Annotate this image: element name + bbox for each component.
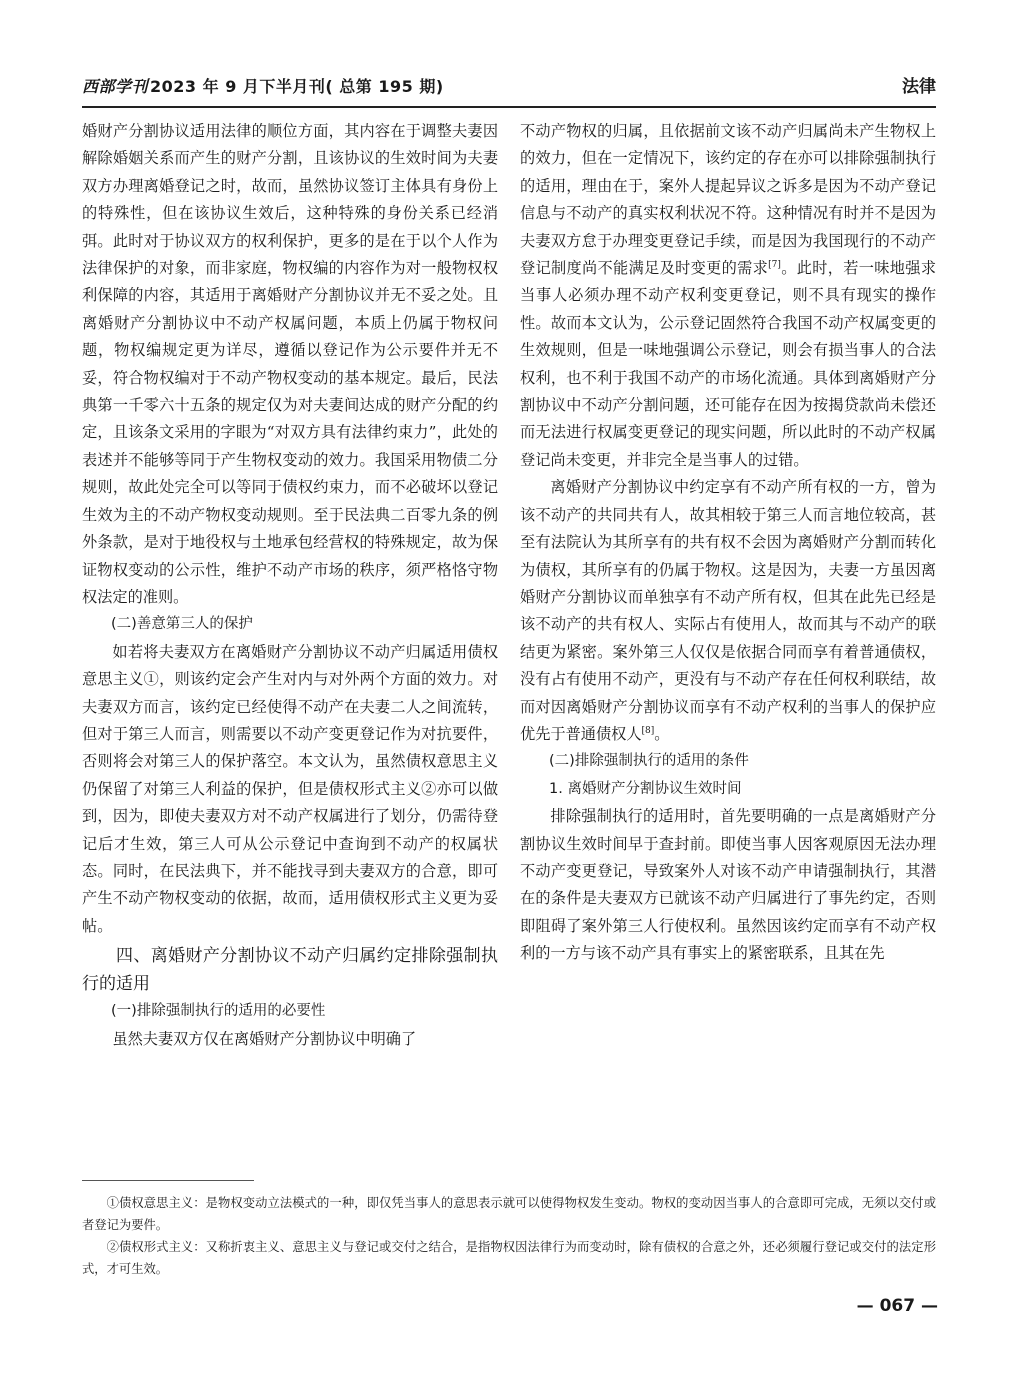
subheading-effective-time: 1. 离婚财产分割协议生效时间	[549, 780, 742, 797]
left-column	[82, 118, 498, 1053]
paragraph: 不动产物权的归属，且依据前文该不动产归属尚未产生物权上的效力，但在一定情况下，该约定的存在亦可以排除强制执行的适用，理由在于，案外人提起异议之诉多是因为不动产登记信息与不动产的真实权利状况不符。这种情况有时并不是因为夫妻双方怠于办理变更登记手续，而是因为我国现行的不动产登记制度尚不能满足及时变更的需求[7]。此时，若一味地强求当事人必须办理不动产权利变更登记，则不具有现实的操作性。故而本文认为，公示登记固然符合我国不动产权属变更的生效规则，但是一味地强调公示登记，则会有损当事人的合法权利，也不利于我国不动产的市场化流通。具体到离婚财产分割协议中不动产分割问题，还可能存在因为按揭贷款尚未偿还而无法进行权属变更登记的现实问题，所以此时的不动产权属登记尚未变更，并非完全是当事人的过错。	[520, 122, 937, 469]
citation-ref-8[interactable]: [8]	[641, 725, 655, 736]
paragraph: 婚财产分割协议适用法律的顺位方面，其内容在于调整夫妻因解除婚姻关系而产生的财产分割，且该协议的生效时间为夫妻双方办理离婚登记之时，故而，虽然协议签订主体具有身份上的特殊性，但在该协议生效后，这种特殊的身份关系已经消弭。此时对于协议双方的权利保护，更多的是在于以个人作为法律保护的对象，而非家庭，物权编的内容作为对一般物权权利保障的内容，其适用于离婚财产分割协议并无不妥之处。且离婚财产分割协议中不动产权属问题，本质上仍属于物权问题，物权编规定更为详尽，遵循以登记作为公示要件并无不妥，符合物权编对于不动产物权变动的基本规定。最后，民法典第一千零六十五条的规定仅为对夫妻间达成的财产分配的约定，且该条文采用的字眼为“对双方具有法律约束力”，此处的表述并不能够等同于产生物权变动的效力。我国采用物债二分规则，故此处完全可以等同于债权约束力，而不必破坏以登记生效为主的不动产物权变动规则。至于民法典二百零九条的例外条款，是对于地役权与土地承包经营权的特殊规定，故为保证物权变动的公示性，维护不动产市场的秩序，须严格恪守物权法定的准则。	[82, 122, 498, 606]
paragraph: 离婚财产分割协议中约定享有不动产所有权的一方，曾为该不动产的共同共有人，故其相较于第三人而言地位较高，甚至有法院认为其所享有的共有权不会因为离婚财产分割而转化为债权，其所享有的仍属于物权。这是因为，夫妻一方虽因离婚财产分割协议而单独享有不动产所有权，但其在此先已经是该不动产的共有权人、实际占有使用人，故而其与不动产的联结更为紧密。案外第三人仅仅是依据合同而享有着普通债权，没有占有使用不动产，更没有与不动产存在任何权利联结，故而对因离婚财产分割协议而享有不动产权利的当事人的保护应优先于普通债权人[8]。	[520, 478, 936, 743]
subheading-necessity: (一)排除强制执行的适用的必要性	[111, 1003, 326, 1020]
journal-logo: 西部学刊	[82, 77, 149, 96]
page-number: — 067 —	[856, 1296, 938, 1316]
footnotes	[82, 1192, 936, 1280]
subheading-good-faith-third-party: (二)善意第三人的保护	[111, 616, 253, 633]
footnote-1: ①债权意思主义：是物权变动立法模式的一种，即仅凭当事人的意思表示就可以使得物权发生变动。物权的变动因当事人的合意即可完成，无须以交付或者登记为要件。	[82, 1196, 936, 1232]
footnote-ref-1[interactable]: ①	[143, 670, 160, 689]
page-header	[82, 70, 936, 106]
paragraph: 排除强制执行的适用时，首先要明确的一点是离婚财产分割协议生效时间早于查封前。即使当事人因客观原因无法办理不动产变更登记，导致案外人对该不动产申请强制执行，其潜在的条件是夫妻双方已就该不动产归属进行了事先约定，否则即阻碍了案外第三人行使权利。虽然因该约定而享有不动产权利的一方与该不动产具有事实上的紧密联系，且其在先	[520, 807, 936, 963]
subheading-conditions: (二)排除强制执行的适用的条件	[549, 753, 749, 770]
footnote-2: ②债权形式主义：又称折衷主义、意思主义与登记或交付之结合，是指物权因法律行为而变动时，除有债权的合意之外，还必须履行登记或交付的法定形式，才可生效。	[82, 1240, 936, 1276]
citation-ref-7[interactable]: [7]	[768, 259, 781, 270]
footnote-divider	[82, 1180, 254, 1181]
header-rule	[82, 106, 936, 108]
paragraph: 如若将夫妻双方在离婚财产分割协议不动产归属适用债权意思主义①，则该约定会产生对内与对外两个方面的效力。对夫妻双方而言，该约定已经使得不动产在夫妻二人之间流转，但对于第三人而言，则需要以不动产变更登记作为对抗要件，否则将会对第三人的保护落空。本文认为，虽然债权意思主义仍保留了对第三人利益的保护，但是债权形式主义②亦可以做到，因为，即使夫妻双方对不动产权属进行了划分，仍需待登记后才生效，第三人可从公示登记中查询到不动产的权属状态。同时，在民法典下，并不能找寻到夫妻双方的合意，即可产生不动产物权变动的依据，故而，适用债权形式主义更为妥帖。	[82, 642, 499, 935]
right-column	[520, 118, 936, 968]
journal-masthead	[82, 74, 444, 97]
footnote-ref-2[interactable]: ②	[421, 779, 437, 798]
section-label: 法律	[902, 77, 936, 97]
section-heading-four: 四、离婚财产分割协议不动产归属约定排除强制执行的适用	[82, 946, 498, 995]
journal-issue: 2023 年 9 月下半月刊( 总第 195 期)	[150, 77, 444, 96]
paragraph: 虽然夫妻双方仅在离婚财产分割协议中明确了	[112, 1029, 417, 1048]
